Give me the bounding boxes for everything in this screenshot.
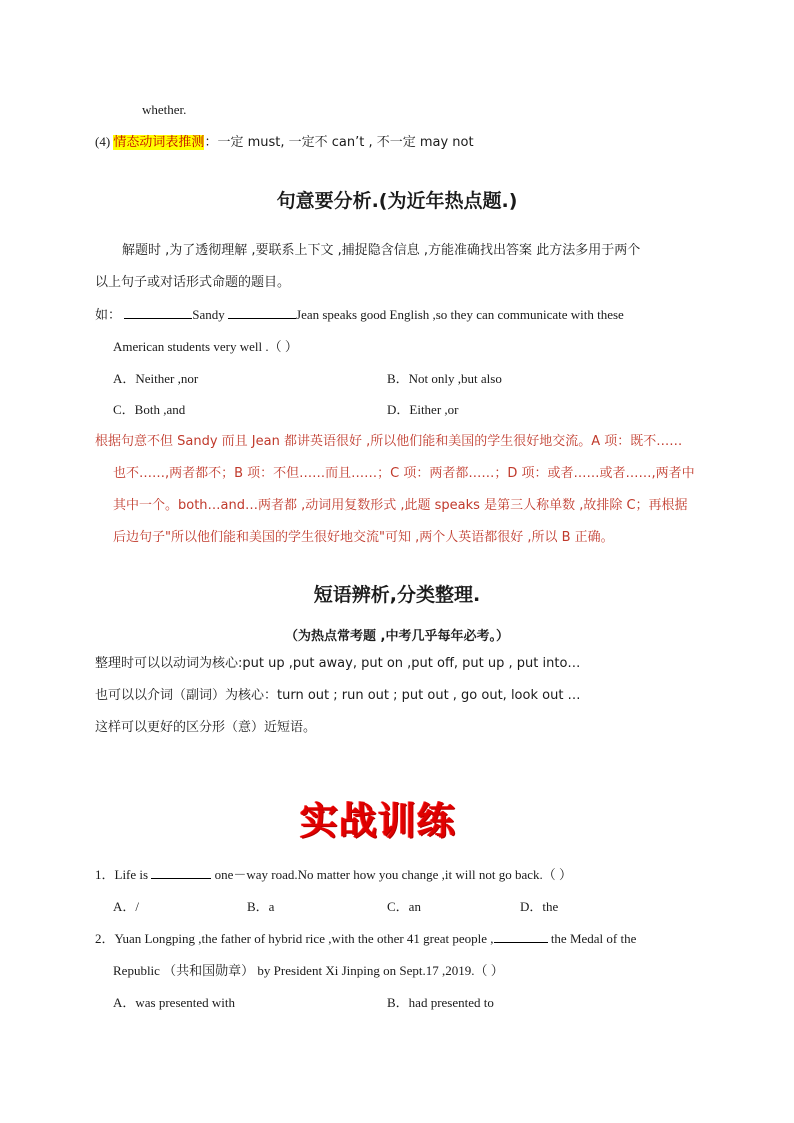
question-text: 2．Yuan Longping ,the father of hybrid rice ,with the other 41 great people , bbox=[95, 931, 494, 946]
section-title-meaning: 句意要分析.(为近年热点题.) bbox=[276, 190, 518, 212]
example-text: Sandy bbox=[192, 307, 225, 322]
q1-option-b: B．a bbox=[247, 899, 275, 914]
question-text: 1．Life is bbox=[95, 867, 149, 882]
option-d: D．Either ,or bbox=[387, 402, 459, 417]
option-a: A．Neither ,nor bbox=[113, 371, 199, 386]
paragraph-line: 也可以以介词（副词）为核心：turn out ; run out ; put out , go out, look out … bbox=[95, 688, 581, 703]
continued-text bbox=[142, 101, 186, 119]
example-question-cont: American students very well .（ ） bbox=[113, 339, 298, 354]
q1-option-a: A．/ bbox=[113, 899, 140, 914]
question-2-cont: Republic （共和国勋章） by President Xi Jinping on Sept.17 ,2019.（ ） bbox=[113, 963, 504, 978]
example-prefix: 如： bbox=[95, 308, 122, 323]
answer-blank bbox=[151, 866, 211, 879]
paragraph-line: 整理时可以以动词为核心:put up ,put away, put on ,put off, put up , put into… bbox=[95, 656, 581, 671]
modal-highlight: 情态动词表推测 bbox=[113, 135, 205, 150]
answer-blank bbox=[494, 930, 548, 943]
q1-option-c: C．an bbox=[387, 899, 421, 914]
explanation-line: 也不……,两者都不；B 项：不但……而且……；C 项：两者都……；D 项：或者……或者……,两者中 bbox=[113, 466, 695, 481]
paragraph-line: 这样可以更好的区分形（意）近短语。 bbox=[95, 720, 317, 735]
explanation-line: 后边句子"所以他们能和美国的学生很好地交流"可知 ,两个人英语都很好 ,所以 B 正确。 bbox=[113, 530, 614, 545]
practice-title: 实战训练 bbox=[299, 799, 456, 843]
example-text: Jean speaks good English ,so they can communicate with these bbox=[296, 307, 624, 322]
question-text: one－way road.No matter how you change ,it will not go back.（ ） bbox=[214, 867, 572, 882]
explanation-line: 根据句意不但 Sandy 而且 Jean 都讲英语很好 ,所以他们能和美国的学生很好地交流。A 项：既不…… bbox=[95, 434, 683, 449]
modal-rest: ：一定 must, 一定不 can’t , 不一定 may not bbox=[204, 135, 474, 150]
paragraph-line: 以上句子或对话形式命题的题目。 bbox=[95, 275, 291, 290]
question-text: the Medal of the bbox=[550, 931, 637, 946]
option-b: B．Not only ,but also bbox=[387, 371, 502, 386]
whether-text: whether. bbox=[142, 102, 187, 117]
example-question bbox=[95, 306, 699, 325]
q2-option-b: B．had presented to bbox=[387, 995, 494, 1010]
option-c: C．Both ,and bbox=[113, 402, 186, 417]
paragraph-line: 解题时 ,为了透彻理解 ,要联系上下文 ,捕捉隐含信息 ,方能准确找出答案 此方法多用于两个 bbox=[122, 243, 641, 258]
section-subtitle: （为热点常考题 ,中考几乎每年必考。） bbox=[285, 629, 509, 644]
answer-blank bbox=[228, 306, 296, 319]
q1-option-d: D．the bbox=[520, 899, 559, 914]
question-2 bbox=[95, 930, 636, 948]
section-title-phrases: 短语辨析,分类整理. bbox=[313, 584, 481, 606]
question-1 bbox=[95, 866, 572, 884]
answer-blank bbox=[124, 306, 192, 319]
modal-verb-line bbox=[95, 133, 474, 152]
q2-option-a: A．was presented with bbox=[113, 995, 236, 1010]
item-number: (4) bbox=[95, 134, 114, 149]
explanation-line: 其中一个。both…and…两者都 ,动词用复数形式 ,此题 speaks 是第三人称单数 ,故排除 C；再根据 bbox=[113, 498, 688, 513]
